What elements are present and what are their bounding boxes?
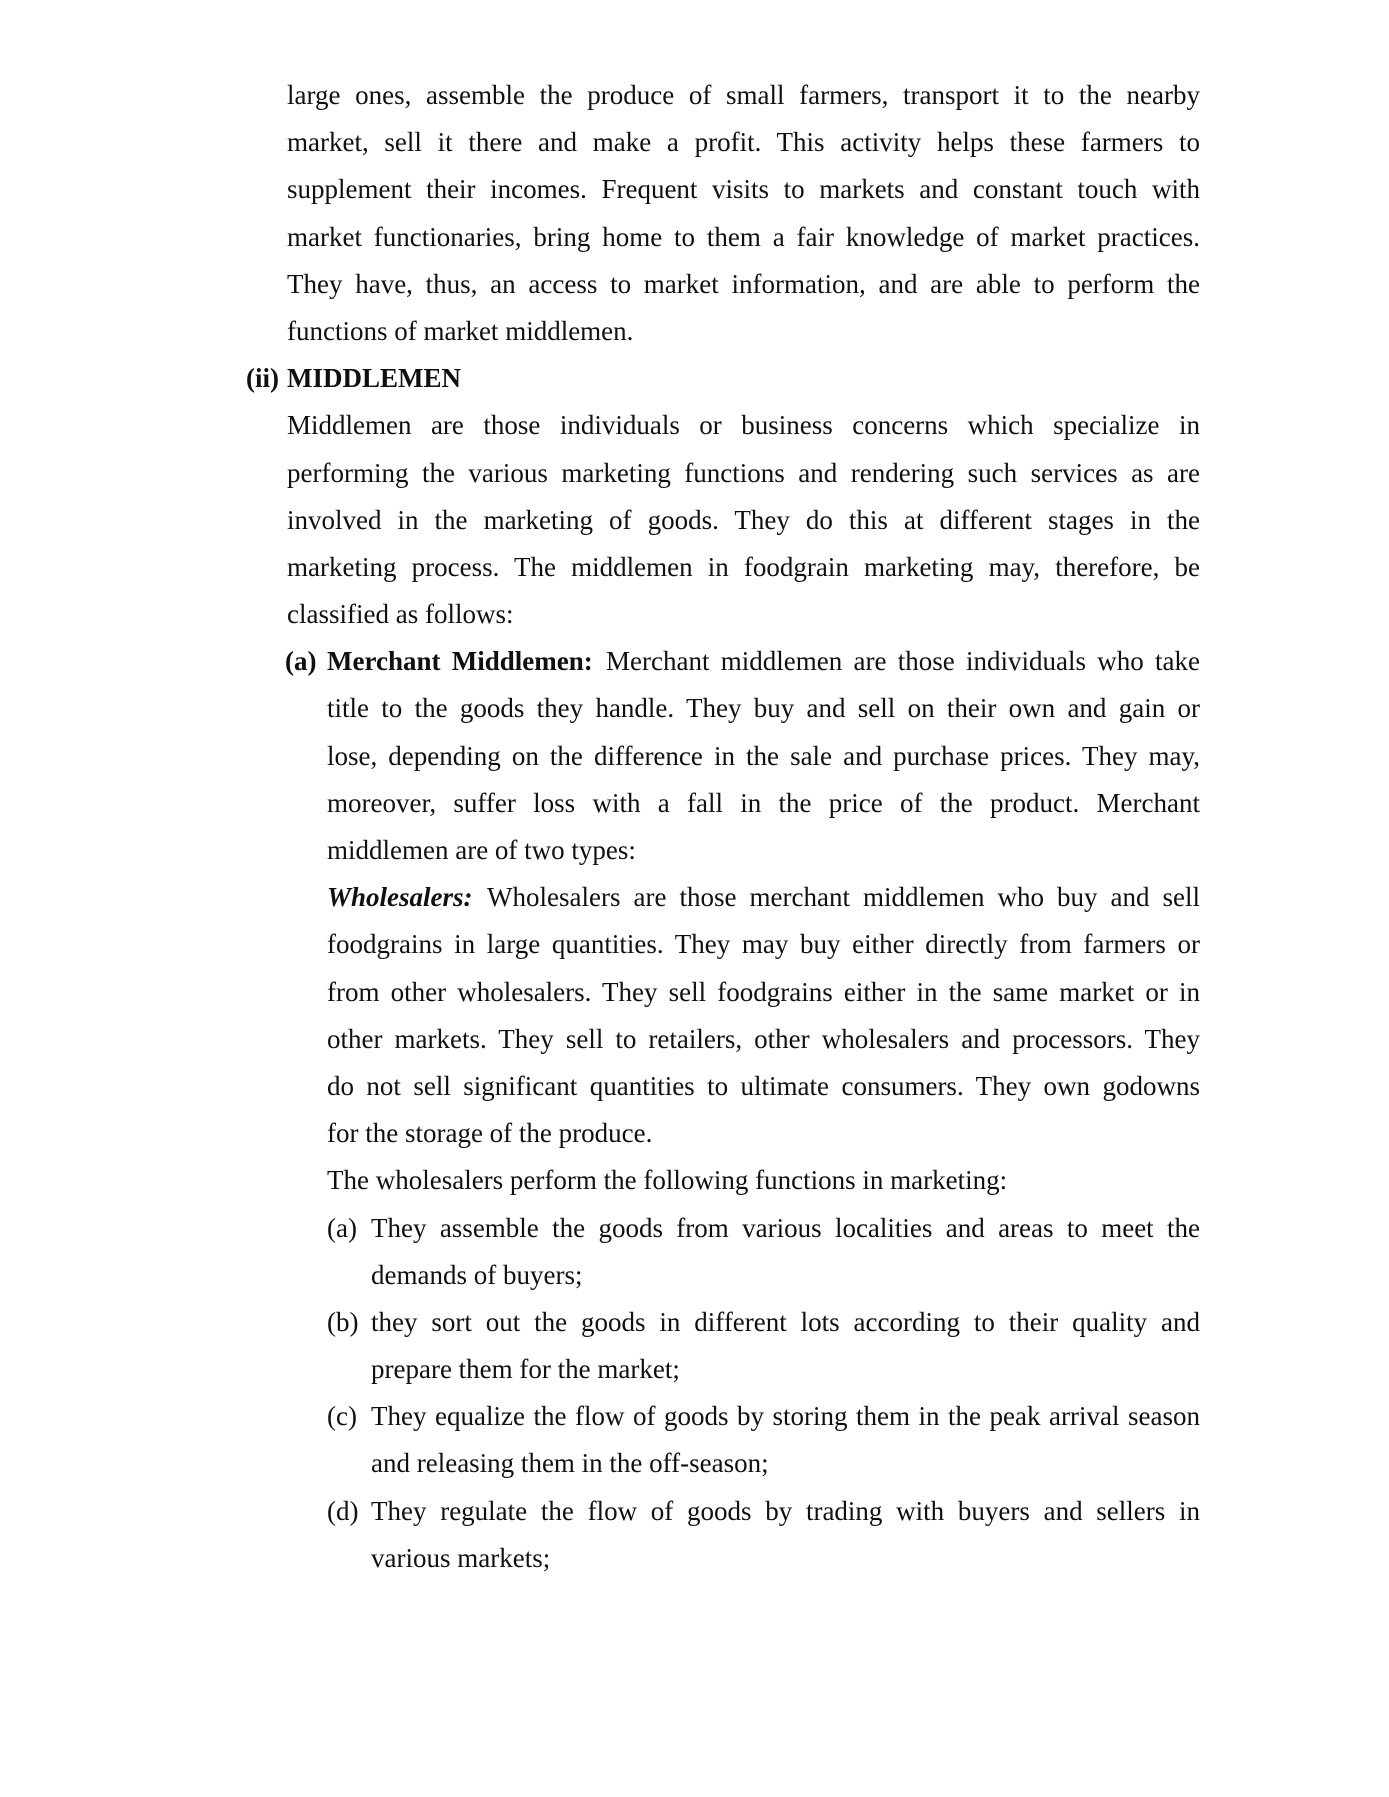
list-marker: (a): [285, 646, 317, 677]
text-line: Middlemen are those individuals or business concerns which specialize in: [287, 410, 1200, 441]
text-line: functions of market middlemen.: [287, 315, 634, 346]
text-line: other markets. They sell to retailers, other wholesalers and processors. They: [327, 1023, 1200, 1054]
text-line: middlemen are of two types:: [327, 835, 636, 865]
text-line: and releasing them in the off-season;: [371, 1448, 769, 1479]
text-line: moreover, suffer loss with a fall in the price of the product. Merchant: [327, 787, 1200, 818]
text-line: supplement their incomes. Frequent visits to markets and constant touch with: [287, 174, 1200, 205]
text-line: title to the goods they handle. They buy and sell on their own and gain or: [327, 693, 1200, 724]
list-marker: (c): [327, 1401, 357, 1432]
text-line: demands of buyers;: [371, 1259, 583, 1290]
text-line: various markets;: [371, 1542, 551, 1573]
text-line: Merchant Middlemen: Merchant middlemen are those individuals who take: [327, 646, 1200, 677]
list-item: [0, 1299, 1389, 1393]
text-line: involved in the marketing of goods. They do this at different stages in the: [287, 504, 1200, 535]
text-line: marketing process. The middlemen in foodgrain marketing may, therefore, be: [287, 551, 1200, 582]
section-heading: [0, 355, 1389, 402]
paragraph: [0, 402, 1389, 638]
text-line: do not sell significant quantities to ultimate consumers. They own godowns: [327, 1070, 1200, 1101]
list-marker: (d): [327, 1495, 359, 1526]
list-item: [0, 1205, 1389, 1299]
text-line: market functionaries, bring home to them a fair knowledge of market practices.: [287, 221, 1200, 252]
text-line: for the storage of the produce.: [327, 1118, 653, 1149]
run-in-heading: Wholesalers:: [327, 882, 473, 913]
text-line: foodgrains in large quantities. They may buy either directly from farmers or: [327, 929, 1200, 960]
list-item: [0, 1488, 1389, 1582]
text-line: prepare them for the market;: [371, 1354, 680, 1385]
text-line: classified as follows:: [287, 599, 514, 630]
list-marker: (a): [327, 1212, 357, 1243]
text-line: Wholesalers: Wholesalers are those merchant middlemen who buy and sell: [327, 882, 1200, 913]
text-line: performing the various marketing functions and rendering such services as are: [287, 457, 1200, 488]
text-line: large ones, assemble the produce of small farmers, transport it to the nearby: [287, 80, 1200, 110]
text-line: from other wholesalers. They sell foodgrains either in the same market or in: [327, 976, 1200, 1007]
paragraph: [0, 72, 1389, 355]
text-line: market, sell it there and make a profit. This activity helps these farmers to: [287, 127, 1200, 158]
heading-text: MIDDLEMEN: [287, 363, 461, 394]
text-line: lose, depending on the difference in the sale and purchase prices. They may,: [327, 740, 1200, 771]
list-item: [0, 638, 1389, 874]
text-line: They assemble the goods from various localities and areas to meet the: [371, 1212, 1200, 1243]
text-line: they sort out the goods in different lots according to their quality and: [371, 1306, 1200, 1337]
paragraph: [0, 1157, 1389, 1204]
list-marker: (ii): [246, 363, 279, 394]
list-item: [0, 1393, 1389, 1487]
run-in-heading: Merchant Middlemen:: [327, 646, 593, 677]
text-line: They have, thus, an access to market information, and are able to perform the: [287, 268, 1200, 299]
text-line: The wholesalers perform the following functions in marketing:: [327, 1165, 1008, 1196]
text-line: They regulate the flow of goods by trading with buyers and sellers in: [371, 1495, 1200, 1526]
list-marker: (b): [327, 1306, 359, 1337]
list-item: [0, 874, 1389, 1157]
text-line: They equalize the flow of goods by storing them in the peak arrival season: [371, 1401, 1200, 1432]
